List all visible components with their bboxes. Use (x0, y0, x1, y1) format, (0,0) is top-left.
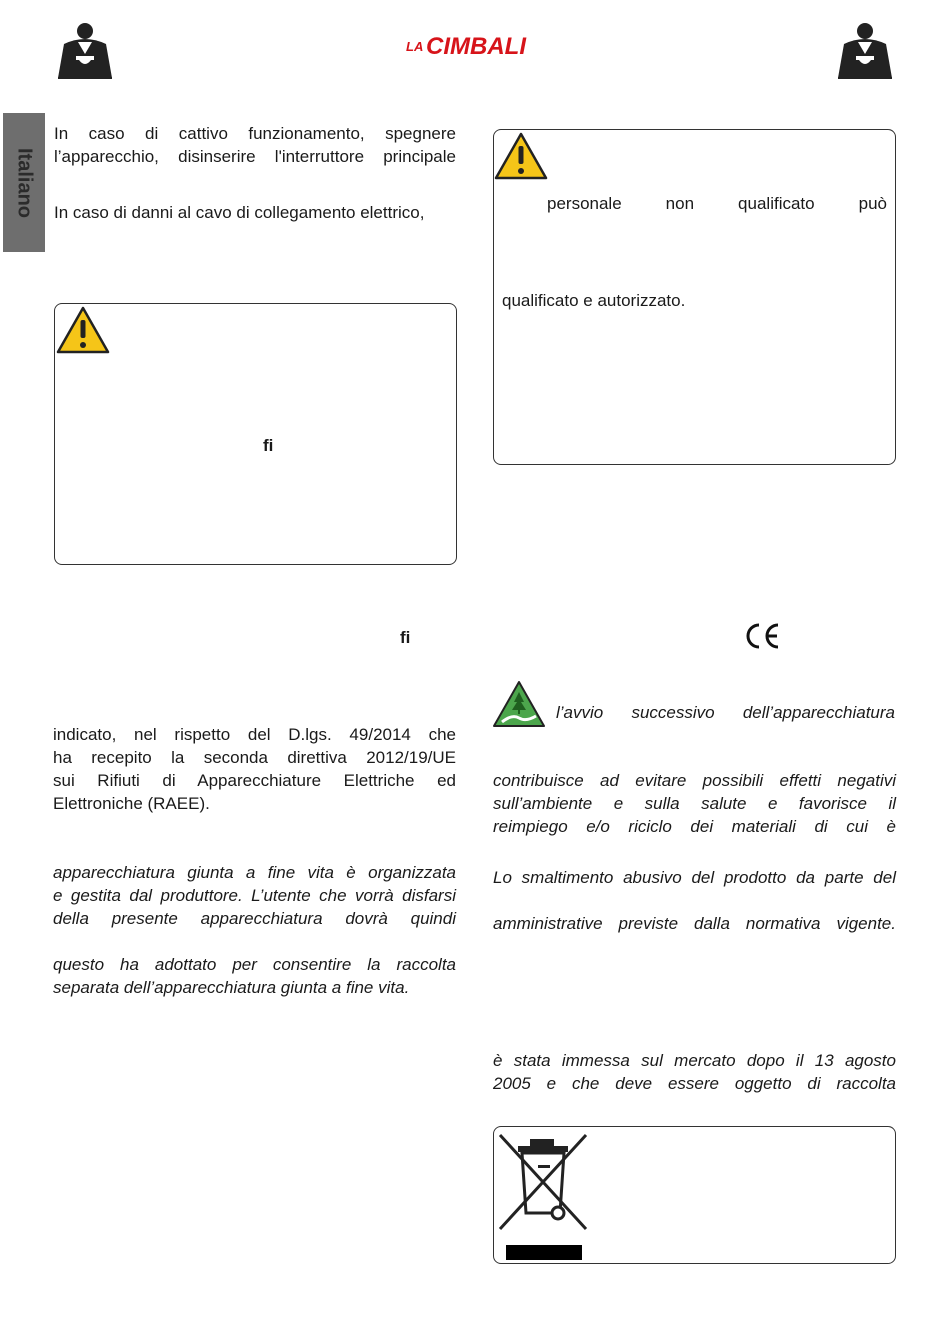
collection-line: e gestita dal produttore. L’utente che vorrà disfarsi (53, 886, 456, 905)
crossed-out-wheelie-bin-icon (498, 1131, 592, 1261)
p1-line2: l’apparecchio, disinserire l'interruttore principale (54, 147, 456, 166)
word: qualificato (738, 194, 815, 213)
env-paragraph-line: contribuisce ad evitare possibili effetti negativi (493, 771, 896, 790)
adopted-paragraph (53, 953, 456, 999)
raee-line: indicato, nel rispetto del D.lgs. 49/2014 che (53, 725, 456, 744)
environment-triangle-icon (492, 680, 546, 733)
warning-box-fragment: fi (263, 436, 274, 455)
ce-mark (744, 622, 782, 655)
disposal-line2: amministrative previste dalla normativa vigente. (493, 914, 896, 933)
waiter-mascot-icon-left (54, 22, 116, 80)
raee-paragraph (53, 723, 456, 815)
adopted-line: questo ha adottato per consentire la raccolta (53, 955, 456, 974)
cimbali-logo (400, 24, 550, 64)
env-line: l’avvio successivo dell’apparecchiatura (556, 703, 895, 722)
raee-line: ha recepito la seconda direttiva 2012/19/UE (53, 748, 456, 767)
language-tab-label: Italiano (13, 147, 36, 218)
fragment-fi: fi (400, 628, 411, 647)
warning-right-line2: qualificato e autorizzato. (502, 291, 686, 310)
raee-line: sui Rifiuti di Apparecchiature Elettriche ed (53, 771, 456, 790)
env-paragraph-line: sull’ambiente e sulla salute e favorisce il (493, 794, 896, 813)
collection-line: della presente apparecchiatura dovrà quindi (53, 909, 456, 928)
market-paragraph (493, 1049, 896, 1095)
adopted-line: separata dell’apparecchiatura giunta a fine vita. (53, 978, 410, 997)
waiter-mascot-icon-right (834, 22, 896, 80)
warning-triangle-icon (494, 132, 548, 180)
p1-line1: In caso di cattivo funzionamento, spegnere (54, 124, 456, 143)
market-line: 2005 e che deve essere oggetto di raccolta (493, 1074, 896, 1093)
p2: In caso di danni al cavo di collegamento elettrico, (54, 203, 425, 222)
raee-line: Elettroniche (RAEE). (53, 794, 210, 813)
weee-box (493, 1126, 896, 1264)
word: non (665, 194, 695, 213)
warning-box-right (493, 129, 896, 465)
disposal-line1: Lo smaltimento abusivo del prodotto da parte del (493, 868, 896, 887)
env-paragraph (493, 769, 896, 838)
env-paragraph-line: reimpiego e/o riciclo dei materiali di cui è (493, 817, 896, 836)
market-line: è stata immessa sul mercato dopo il 13 agosto (493, 1051, 896, 1070)
language-tab (3, 113, 45, 252)
warning-box-left (54, 303, 457, 565)
collection-line: apparecchiatura giunta a fine vita è organizzata (53, 863, 456, 882)
warning-right-line1 (547, 192, 887, 215)
word: può (858, 194, 887, 213)
logo-prefix: LA (406, 39, 424, 54)
collection-paragraph (53, 861, 456, 930)
warning-triangle-icon (56, 306, 110, 354)
word: personale (547, 194, 622, 213)
logo-name: CIMBALI (426, 33, 526, 60)
